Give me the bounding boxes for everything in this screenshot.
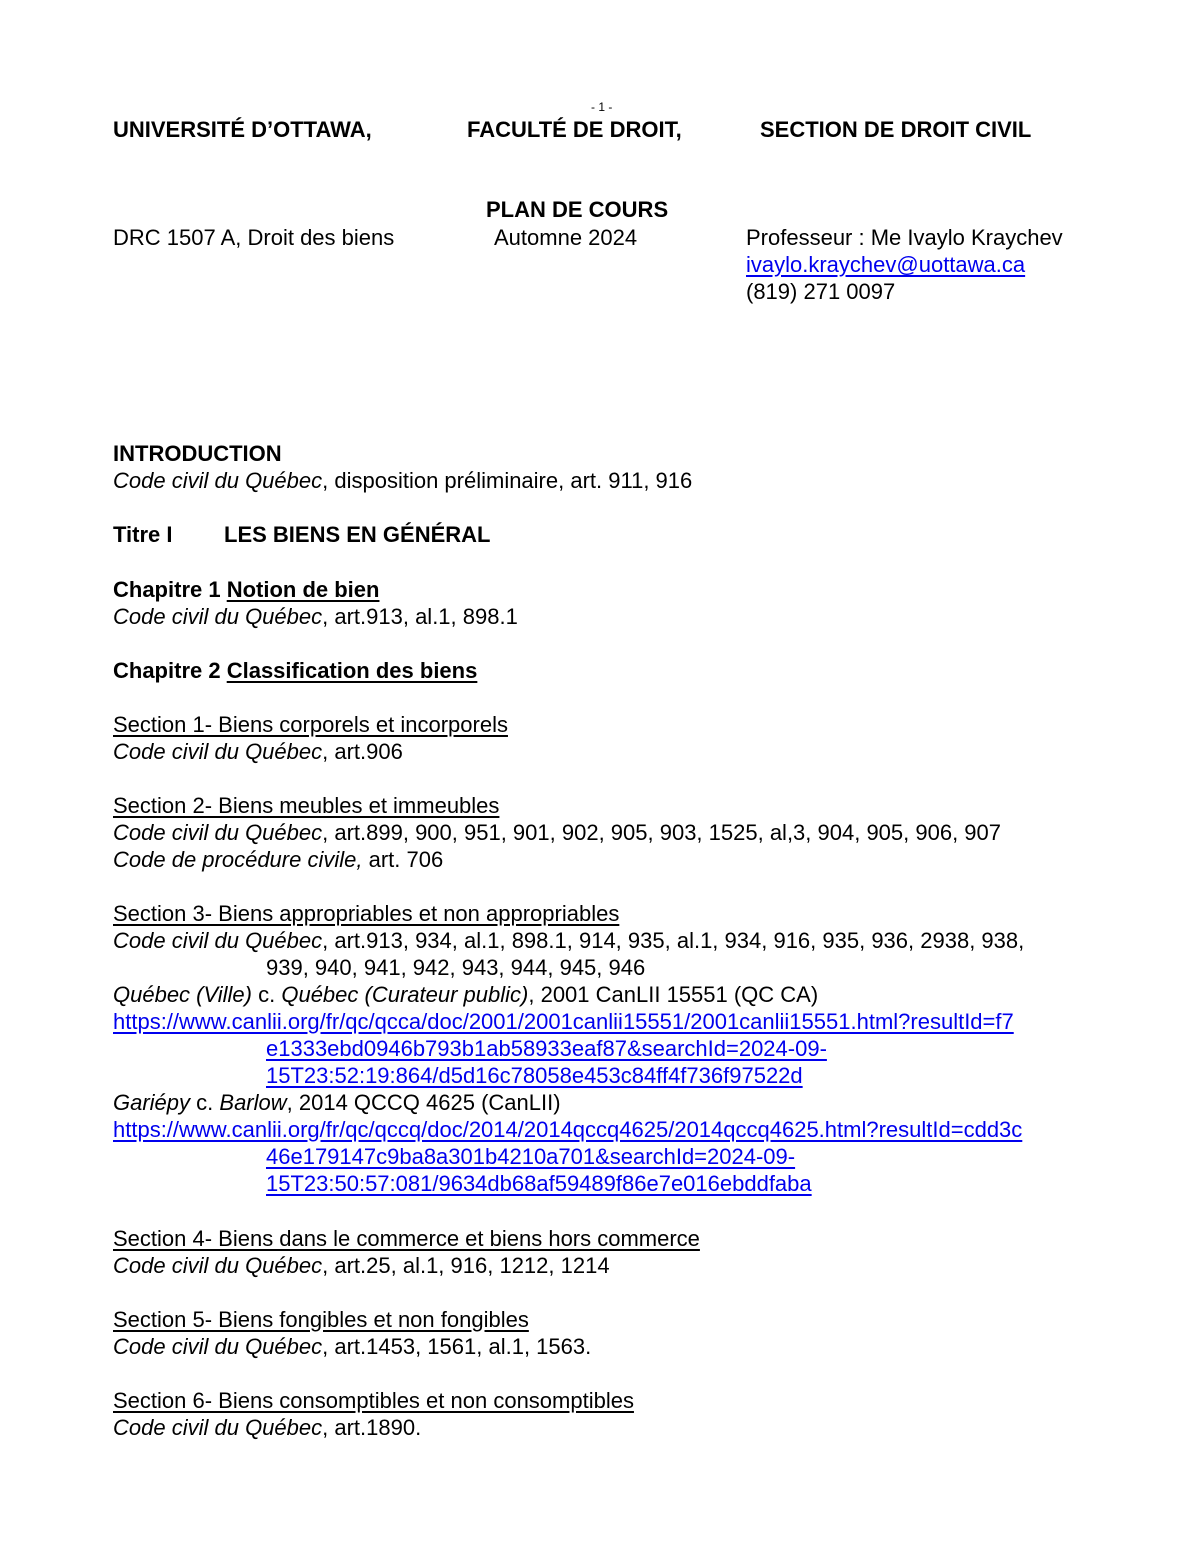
case-1-url-link-cont[interactable]: 15T23:52:19:864/d5d16c78058e453c84ff4f736f97522d: [266, 1063, 803, 1088]
article-refs: , art.1453, 1561, al.1, 1563.: [322, 1334, 592, 1359]
chapitre-label: Chapitre 1: [113, 577, 227, 602]
article-refs: , art.913, al.1, 898.1: [322, 604, 518, 629]
case-2-url-link-cont[interactable]: 46e179147c9ba8a301b4210a701&searchId=2024-09-: [266, 1144, 796, 1169]
page-number: - 1 -: [591, 100, 613, 114]
university-name: UNIVERSITÉ D’OTTAWA,: [113, 117, 372, 142]
case-1-citation: [113, 981, 818, 1008]
section-2-heading: Section 2- Biens meubles et immeubles: [113, 793, 500, 818]
section-1-heading: Section 1- Biens corporels et incorporels: [113, 712, 508, 737]
case-party: Québec (Ville): [113, 982, 252, 1007]
professor-name: Professeur : Me Ivaylo Kraychev: [746, 225, 1063, 250]
chapitre-label: Chapitre 2: [113, 658, 227, 683]
code-title: Code civil du Québec: [113, 1415, 323, 1440]
case-2-url-link[interactable]: https://www.canlii.org/fr/qc/qccq/doc/2014/2014qccq4625/2014qccq4625.html?resultId=cdd3c: [113, 1117, 1023, 1142]
section-5-heading: Section 5- Biens fongibles et non fongibles: [113, 1307, 529, 1332]
case-reference: , 2014 QCCQ 4625 (CanLII): [286, 1090, 561, 1115]
section-3-refs: [113, 927, 1024, 954]
article-refs: , disposition préliminaire, art. 911, 916: [322, 468, 693, 493]
cpc-title: Code de procédure civile,: [113, 847, 363, 872]
case-party: Québec (Curateur public): [281, 982, 529, 1007]
faculty-name: FACULTÉ DE DROIT,: [467, 117, 682, 142]
section-4-heading: Section 4- Biens dans le commerce et biens hors commerce: [113, 1226, 700, 1251]
section-6-heading: Section 6- Biens consomptibles et non consomptibles: [113, 1388, 634, 1413]
section-1-refs: [113, 738, 403, 765]
case-1-url-link-cont[interactable]: e1333ebd0946b793b1ab58933eaf87&searchId=2024-09-: [266, 1036, 827, 1061]
case-versus: c.: [252, 982, 282, 1007]
professor-email-link[interactable]: ivaylo.kraychev@uottawa.ca: [746, 252, 1026, 277]
code-title: Code civil du Québec: [113, 604, 323, 629]
course-term: Automne 2024: [494, 225, 638, 250]
case-party: Barlow: [219, 1090, 287, 1115]
article-refs: art. 706: [362, 847, 444, 872]
code-title: Code civil du Québec: [113, 1334, 323, 1359]
titre-label: Titre I: [113, 522, 173, 547]
code-title: Code civil du Québec: [113, 468, 323, 493]
introduction-refs: [113, 467, 692, 494]
article-refs: , art.906: [322, 739, 403, 764]
section-2-cpc-refs: [113, 846, 443, 873]
chapitre-1-heading: [113, 576, 379, 603]
section-3-heading: Section 3- Biens appropriables et non appropriables: [113, 901, 620, 926]
plan-title: PLAN DE COURS: [486, 197, 669, 222]
professor-phone: (819) 271 0097: [746, 279, 896, 304]
chapitre-1-refs: [113, 603, 518, 630]
section-6-refs: [113, 1414, 421, 1441]
introduction-heading: INTRODUCTION: [113, 441, 282, 466]
chapitre-2-heading: [113, 657, 477, 684]
case-versus: c.: [190, 1090, 220, 1115]
case-1-url-link[interactable]: https://www.canlii.org/fr/qc/qcca/doc/2001/2001canlii15551/2001canlii15551.html?resultId=f7: [113, 1009, 1014, 1034]
article-refs: , art.25, al.1, 916, 1212, 1214: [322, 1253, 610, 1278]
case-2-url-link-cont[interactable]: 15T23:50:57:081/9634db68af59489f86e7e016ebddfaba: [266, 1171, 812, 1196]
code-title: Code civil du Québec: [113, 1253, 323, 1278]
article-refs: , art.913, 934, al.1, 898.1, 914, 935, al.1, 934, 916, 935, 936, 2938, 938,: [322, 928, 1025, 953]
case-reference: , 2001 CanLII 15551 (QC CA): [528, 982, 819, 1007]
section-name: SECTION DE DROIT CIVIL: [760, 117, 1032, 142]
case-2-citation: [113, 1089, 561, 1116]
case-party: Gariépy: [113, 1090, 191, 1115]
code-title: Code civil du Québec: [113, 739, 323, 764]
article-refs: , art.899, 900, 951, 901, 902, 905, 903, 1525, al,3, 904, 905, 906, 907: [322, 820, 1002, 845]
code-title: Code civil du Québec: [113, 928, 323, 953]
code-title: Code civil du Québec: [113, 820, 323, 845]
section-5-refs: [113, 1333, 591, 1360]
article-refs: , art.1890.: [322, 1415, 422, 1440]
chapitre-title: Classification des biens: [226, 658, 478, 683]
section-4-refs: [113, 1252, 610, 1279]
section-3-refs-cont: 939, 940, 941, 942, 943, 944, 945, 946: [266, 955, 646, 980]
titre-title: LES BIENS EN GÉNÉRAL: [224, 522, 491, 547]
chapitre-title: Notion de bien: [226, 577, 380, 602]
course-code: DRC 1507 A, Droit des biens: [113, 225, 395, 250]
section-2-refs: [113, 819, 1001, 846]
